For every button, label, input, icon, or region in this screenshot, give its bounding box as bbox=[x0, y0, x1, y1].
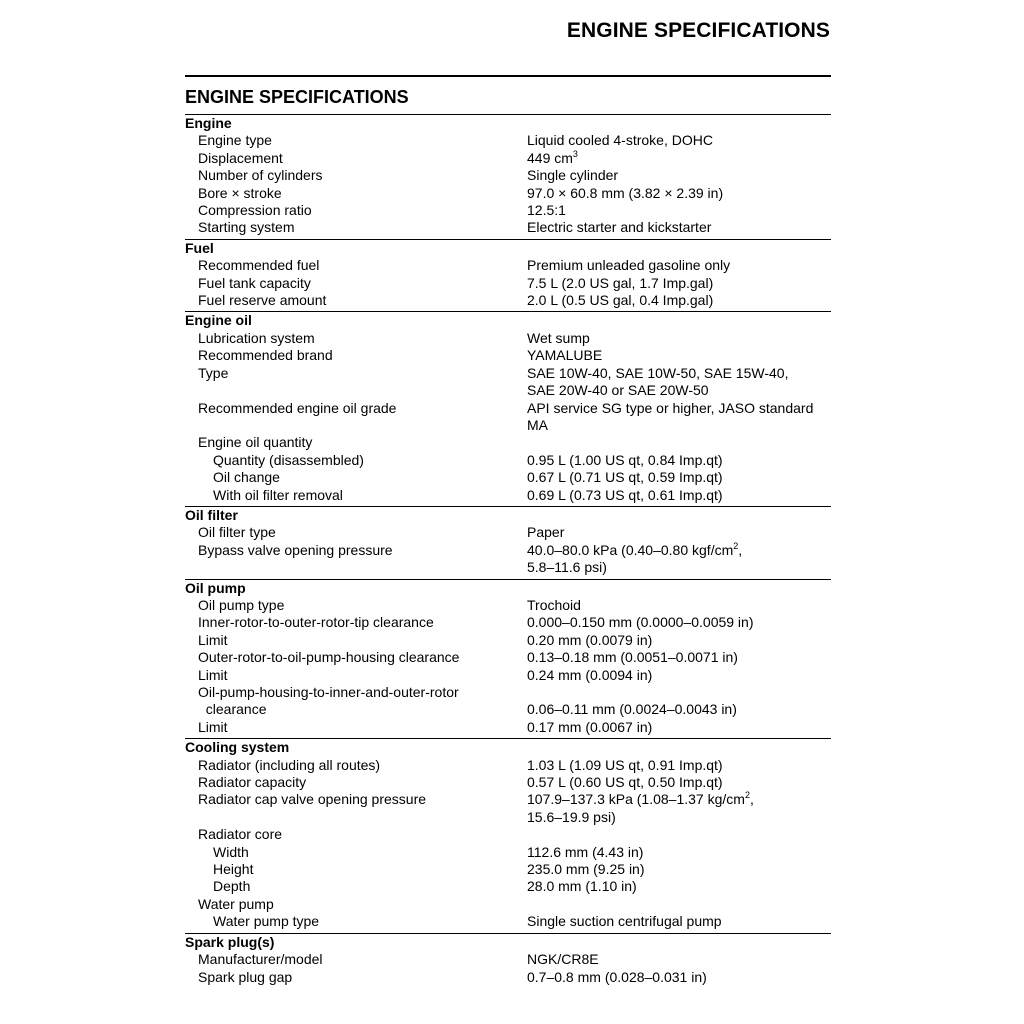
spec-label-text: Recommended engine oil grade bbox=[198, 399, 397, 416]
spec-label bbox=[185, 487, 527, 504]
spec-value-text: 449 cm bbox=[527, 149, 573, 166]
spec-value bbox=[527, 132, 831, 149]
spec-row bbox=[185, 150, 831, 167]
spec-value-superscript: 3 bbox=[572, 148, 578, 159]
spec-label-text: Oil pump type bbox=[198, 596, 285, 613]
spec-label-text: Lubrication system bbox=[198, 329, 315, 346]
spec-value bbox=[527, 597, 831, 614]
spec-label bbox=[185, 469, 527, 486]
spec-row bbox=[185, 167, 831, 184]
spec-group bbox=[185, 580, 831, 740]
spec-row bbox=[185, 292, 831, 309]
spec-value bbox=[527, 614, 831, 631]
spec-row bbox=[185, 219, 831, 236]
spec-value bbox=[527, 524, 831, 541]
spec-row bbox=[185, 844, 831, 861]
spec-row bbox=[185, 365, 831, 382]
spec-group-title: Engine bbox=[185, 115, 232, 131]
spec-value-text: 235.0 mm (9.25 in) bbox=[527, 861, 645, 878]
spec-value-text: Wet sump bbox=[527, 329, 590, 346]
spec-label-text: Depth bbox=[213, 878, 251, 895]
spec-label bbox=[185, 185, 527, 202]
spec-row bbox=[185, 791, 831, 808]
header-rule bbox=[185, 75, 831, 77]
spec-value bbox=[527, 913, 831, 930]
spec-value-text: 0.24 mm (0.0094 in) bbox=[527, 666, 653, 683]
spec-label bbox=[185, 452, 527, 469]
spec-group bbox=[185, 240, 831, 313]
spec-row bbox=[185, 951, 831, 968]
spec-value bbox=[527, 219, 831, 236]
spec-row bbox=[185, 719, 831, 736]
spec-value-text: 0.69 L (0.73 US qt, 0.61 Imp.qt) bbox=[527, 486, 723, 503]
spec-label-text: Compression ratio bbox=[198, 202, 312, 219]
spec-row bbox=[185, 417, 831, 434]
spec-label bbox=[185, 150, 527, 167]
spec-row bbox=[185, 684, 831, 701]
spec-label bbox=[185, 382, 527, 399]
spec-value-suffix: , bbox=[749, 791, 754, 808]
spec-label bbox=[185, 791, 527, 808]
spec-label bbox=[185, 774, 527, 791]
spec-row bbox=[185, 185, 831, 202]
spec-value bbox=[527, 684, 831, 701]
spec-group-title: Oil filter bbox=[185, 506, 238, 523]
spec-row bbox=[185, 649, 831, 666]
spec-row bbox=[185, 969, 831, 986]
spec-value-text: 28.0 mm (1.10 in) bbox=[527, 878, 637, 895]
spec-value bbox=[527, 719, 831, 736]
spec-value-superscript: 2 bbox=[744, 790, 750, 801]
spec-value bbox=[527, 257, 831, 274]
spec-value-text: 40.0–80.0 kPa (0.40–0.80 kgf/cm bbox=[527, 541, 734, 558]
spec-label-text: Fuel tank capacity bbox=[198, 274, 311, 291]
spec-group-title: Spark plug(s) bbox=[185, 933, 275, 950]
spec-label-text: Oil-pump-housing-to-inner-and-outer-rotor bbox=[198, 684, 459, 700]
spec-value bbox=[527, 469, 831, 486]
spec-label bbox=[185, 434, 527, 451]
spec-value bbox=[527, 487, 831, 504]
spec-value bbox=[527, 774, 831, 791]
spec-row bbox=[185, 275, 831, 292]
spec-groups bbox=[185, 115, 831, 988]
spec-label-text: Limit bbox=[198, 718, 228, 735]
spec-value bbox=[527, 809, 831, 826]
spec-row bbox=[185, 896, 831, 913]
spec-label bbox=[185, 417, 527, 434]
spec-value-text: 0.13–0.18 mm (0.0051–0.0071 in) bbox=[527, 649, 738, 666]
spec-value bbox=[527, 826, 831, 843]
spec-label-text: Displacement bbox=[198, 149, 283, 166]
spec-row bbox=[185, 809, 831, 826]
spec-row bbox=[185, 202, 831, 219]
spec-value bbox=[527, 667, 831, 684]
spec-value-text: 107.9–137.3 kPa (1.08–1.37 kg/cm bbox=[527, 791, 745, 808]
spec-label bbox=[185, 597, 527, 614]
spec-row bbox=[185, 257, 831, 274]
spec-label bbox=[185, 649, 527, 666]
spec-group bbox=[185, 507, 831, 580]
spec-label bbox=[185, 878, 527, 895]
spec-label bbox=[185, 844, 527, 861]
spec-label bbox=[185, 614, 527, 631]
spec-row bbox=[185, 382, 831, 399]
spec-label bbox=[185, 292, 527, 309]
spec-label bbox=[185, 400, 527, 417]
spec-row bbox=[185, 878, 831, 895]
spec-group bbox=[185, 115, 831, 240]
spec-row bbox=[185, 559, 831, 576]
spec-label-text: Radiator (including all routes) bbox=[198, 756, 381, 773]
spec-value bbox=[527, 275, 831, 292]
spec-label bbox=[185, 951, 527, 968]
spec-value-text: Trochoid bbox=[527, 596, 581, 613]
spec-group bbox=[185, 934, 831, 988]
spec-label bbox=[185, 202, 527, 219]
spec-label-text: Water pump bbox=[198, 895, 274, 912]
spec-label-text: Oil change bbox=[213, 469, 280, 486]
spec-value bbox=[527, 559, 831, 576]
spec-value bbox=[527, 347, 831, 364]
spec-label bbox=[185, 330, 527, 347]
spec-label bbox=[185, 913, 527, 930]
spec-row bbox=[185, 826, 831, 843]
spec-label bbox=[185, 809, 527, 826]
spec-value-text: 15.6–19.9 psi) bbox=[527, 808, 616, 825]
spec-label-text: Type bbox=[198, 364, 229, 381]
spec-label bbox=[185, 257, 527, 274]
spec-label-text: With oil filter removal bbox=[213, 486, 343, 503]
spec-label-text: Recommended brand bbox=[198, 347, 333, 364]
spec-label-text: clearance bbox=[198, 701, 267, 718]
spec-value bbox=[527, 382, 831, 399]
spec-value bbox=[527, 878, 831, 895]
spec-group-title: Oil pump bbox=[185, 579, 246, 596]
spec-value bbox=[527, 365, 831, 382]
spec-label-text: Quantity (disassembled) bbox=[213, 451, 364, 468]
spec-label bbox=[185, 667, 527, 684]
spec-group-title: Cooling system bbox=[185, 739, 290, 756]
spec-row bbox=[185, 400, 831, 417]
spec-row bbox=[185, 452, 831, 469]
spec-value-text: 2.0 L (0.5 US gal, 0.4 Imp.gal) bbox=[527, 292, 714, 309]
spec-value-text: 0.67 L (0.71 US qt, 0.59 Imp.qt) bbox=[527, 469, 723, 486]
spec-value-text: Premium unleaded gasoline only bbox=[527, 257, 731, 274]
spec-value-text: 5.8–11.6 psi) bbox=[527, 559, 607, 576]
spec-value-text: 0.000–0.150 mm (0.0000–0.0059 in) bbox=[527, 614, 754, 631]
spec-value-text: 0.20 mm (0.0079 in) bbox=[527, 631, 653, 648]
spec-value bbox=[527, 167, 831, 184]
spec-label-text: Recommended fuel bbox=[198, 257, 320, 274]
spec-value bbox=[527, 791, 831, 808]
spec-label bbox=[185, 559, 527, 576]
spec-value bbox=[527, 202, 831, 219]
spec-label-text: Width bbox=[213, 843, 249, 860]
spec-group-title: Engine oil bbox=[185, 312, 252, 329]
spec-value bbox=[527, 452, 831, 469]
spec-value bbox=[527, 542, 831, 559]
spec-value-text: 97.0 × 60.8 mm (3.82 × 2.39 in) bbox=[527, 184, 724, 201]
spec-value-text: YAMALUBE bbox=[527, 347, 603, 364]
spec-label-text: Outer-rotor-to-oil-pump-housing clearance bbox=[198, 649, 460, 666]
spec-value-superscript: 2 bbox=[733, 540, 739, 551]
spec-value-text: MA bbox=[527, 416, 548, 433]
spec-value bbox=[527, 896, 831, 913]
spec-label-text: Limit bbox=[198, 631, 228, 648]
spec-value bbox=[527, 330, 831, 347]
spec-label-text: Bypass valve opening pressure bbox=[198, 541, 393, 558]
spec-row bbox=[185, 614, 831, 631]
spec-label-text: Engine oil quantity bbox=[198, 434, 313, 451]
spec-row bbox=[185, 487, 831, 504]
spec-row bbox=[185, 469, 831, 486]
spec-label bbox=[185, 365, 527, 382]
spec-value bbox=[527, 150, 831, 167]
spec-label-text: Number of cylinders bbox=[198, 167, 323, 184]
spec-value-text: Electric starter and kickstarter bbox=[527, 219, 712, 236]
spec-label bbox=[185, 969, 527, 986]
spec-row bbox=[185, 701, 831, 718]
spec-label bbox=[185, 524, 527, 541]
spec-label bbox=[185, 757, 527, 774]
spec-value-text: 0.06–0.11 mm (0.0024–0.0043 in) bbox=[527, 701, 737, 718]
spec-value-text: SAE 10W-40, SAE 10W-50, SAE 15W-40, bbox=[527, 364, 789, 381]
spec-value bbox=[527, 185, 831, 202]
spec-value-suffix: , bbox=[738, 541, 743, 558]
spec-value-text: 0.17 mm (0.0067 in) bbox=[527, 718, 653, 735]
spec-label-text: Radiator capacity bbox=[198, 774, 307, 791]
spec-row bbox=[185, 330, 831, 347]
spec-row bbox=[185, 861, 831, 878]
spec-value-text: 0.7–0.8 mm (0.028–0.031 in) bbox=[527, 968, 707, 985]
spec-label bbox=[185, 632, 527, 649]
spec-value bbox=[527, 861, 831, 878]
spec-label bbox=[185, 275, 527, 292]
spec-value-text: 7.5 L (2.0 US gal, 1.7 Imp.gal) bbox=[527, 274, 714, 291]
spec-label bbox=[185, 542, 527, 559]
spec-value-text: Paper bbox=[527, 524, 565, 541]
spec-value bbox=[527, 400, 831, 417]
spec-row bbox=[185, 757, 831, 774]
spec-row bbox=[185, 667, 831, 684]
spec-label-text: Height bbox=[213, 861, 254, 878]
spec-label bbox=[185, 167, 527, 184]
section-title: ENGINE SPECIFICATIONS bbox=[185, 85, 831, 115]
spec-row bbox=[185, 347, 831, 364]
spec-value-text: 0.95 L (1.00 US qt, 0.84 Imp.qt) bbox=[527, 451, 723, 468]
spec-value bbox=[527, 969, 831, 986]
spec-value-text: SAE 20W-40 or SAE 20W-50 bbox=[527, 382, 709, 399]
spec-value-text: 0.57 L (0.60 US qt, 0.50 Imp.qt) bbox=[527, 774, 723, 791]
spec-row bbox=[185, 524, 831, 541]
spec-group bbox=[185, 739, 831, 933]
spec-label bbox=[185, 684, 527, 701]
spec-label-text: Starting system bbox=[198, 219, 295, 236]
spec-label-text: Oil filter type bbox=[198, 524, 276, 541]
spec-label-text: Spark plug gap bbox=[198, 968, 293, 985]
spec-value-text: Single cylinder bbox=[527, 167, 619, 184]
spec-value-text: 112.6 mm (4.43 in) bbox=[527, 843, 644, 860]
spec-value bbox=[527, 844, 831, 861]
spec-value bbox=[527, 417, 831, 434]
spec-value-text: API service SG type or higher, JASO standard bbox=[527, 399, 814, 416]
spec-value-text: NGK/CR8E bbox=[527, 951, 599, 968]
spec-label bbox=[185, 861, 527, 878]
spec-group-title: Fuel bbox=[185, 239, 214, 256]
spec-label-text: Engine type bbox=[198, 132, 272, 149]
spec-label-text: Limit bbox=[198, 666, 228, 683]
spec-label bbox=[185, 219, 527, 236]
spec-label-text: Water pump type bbox=[213, 913, 320, 930]
spec-value bbox=[527, 292, 831, 309]
spec-value bbox=[527, 701, 831, 718]
spec-label-text: Inner-rotor-to-outer-rotor-tip clearance bbox=[198, 614, 434, 631]
spec-group bbox=[185, 312, 831, 506]
spec-label bbox=[185, 896, 527, 913]
spec-label bbox=[185, 347, 527, 364]
spec-label-text: Manufacturer/model bbox=[198, 951, 323, 968]
spec-row bbox=[185, 542, 831, 559]
spec-label bbox=[185, 132, 527, 149]
spec-label-text: Bore × stroke bbox=[198, 184, 282, 201]
spec-label-text: Fuel reserve amount bbox=[198, 292, 327, 309]
spec-value-text: 12.5:1 bbox=[527, 202, 566, 219]
spec-row bbox=[185, 774, 831, 791]
spec-value bbox=[527, 434, 831, 451]
spec-value bbox=[527, 757, 831, 774]
spec-label bbox=[185, 719, 527, 736]
spec-document bbox=[185, 85, 831, 988]
page-header-title: ENGINE SPECIFICATIONS bbox=[566, 19, 830, 42]
spec-label-text: Radiator cap valve opening pressure bbox=[198, 791, 427, 808]
spec-label-text: Radiator core bbox=[198, 826, 283, 843]
spec-value-text: 1.03 L (1.09 US qt, 0.91 Imp.qt) bbox=[527, 756, 723, 773]
spec-row bbox=[185, 597, 831, 614]
spec-row bbox=[185, 434, 831, 451]
spec-row bbox=[185, 913, 831, 930]
spec-value bbox=[527, 632, 831, 649]
spec-label bbox=[185, 701, 527, 718]
spec-row bbox=[185, 132, 831, 149]
spec-label bbox=[185, 826, 527, 843]
spec-value-text: Liquid cooled 4-stroke, DOHC bbox=[527, 132, 713, 149]
spec-value bbox=[527, 951, 831, 968]
spec-value-text: Single suction centrifugal pump bbox=[527, 913, 722, 930]
spec-value bbox=[527, 649, 831, 666]
spec-row bbox=[185, 632, 831, 649]
